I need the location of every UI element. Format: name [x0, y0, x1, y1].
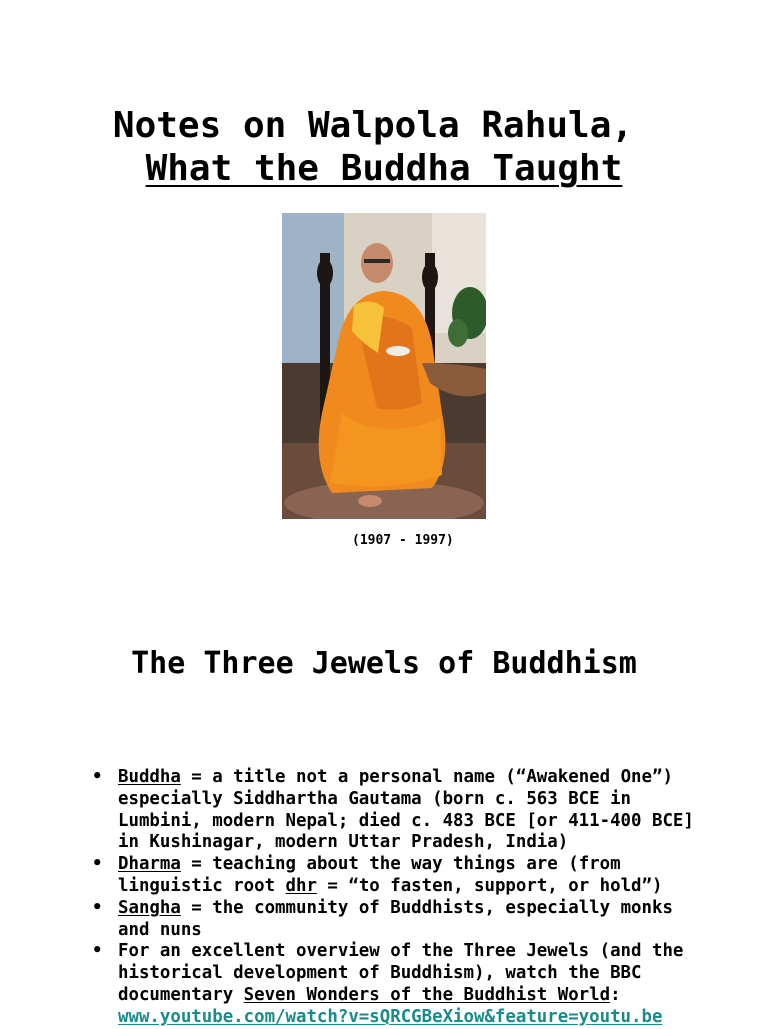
linguistic-root: dhr — [285, 875, 317, 896]
term-dharma: Dharma — [118, 854, 181, 875]
photo-caption-dates: (1907 - 1997) — [352, 533, 454, 548]
portrait-illustration — [282, 213, 486, 519]
bullet-icon: • — [92, 854, 103, 875]
documentary-intro: For an excellent overview of the Three Jewels (and the historical development of Buddhism), watch the BBC documentary — [118, 941, 684, 1005]
list-item-dharma — [92, 854, 712, 898]
bullet-icon: • — [92, 941, 103, 962]
documentary-link[interactable]: www.youtube.com/watch?v=sQRCGBeXiow&feature=youtu.be — [118, 1006, 663, 1027]
term-sangha: Sangha — [118, 897, 181, 918]
list-item-sangha — [92, 898, 712, 942]
list-item-documentary — [92, 941, 712, 1028]
list-item-buddha — [92, 767, 712, 854]
bullet-icon: • — [92, 767, 103, 787]
bullet-list — [92, 767, 712, 1029]
bullet-icon: • — [92, 897, 103, 918]
definition-buddha: = a title not a personal name (“Awakened One”) especially Siddhartha Gautama (born c. 563 BCE in Lumbini, modern Nepal; died c. 483 BCE [or 411-400 BCE] in Kushinagar, modern Uttar Pradesh, India) — [118, 767, 694, 853]
portrait-photo — [282, 213, 486, 519]
title-line-book: What the Buddha Taught — [145, 148, 623, 189]
documentary-title: Seven Wonders of the Buddhist World — [243, 984, 611, 1005]
page-title — [0, 104, 768, 190]
definition-dharma-part1: = teaching about the way things are (from linguistic root — [118, 854, 621, 896]
definition-sangha: = the community of Buddhists, especially monks and nuns — [118, 897, 673, 940]
documentary-colon: : — [610, 984, 621, 1005]
section-heading: The Three Jewels of Buddhism — [131, 646, 637, 681]
definition-dharma-part2: = “to fasten, support, or hold”) — [316, 875, 663, 896]
term-buddha: Buddha — [118, 767, 181, 787]
title-line-author: Notes on Walpola Rahula, — [112, 105, 634, 146]
